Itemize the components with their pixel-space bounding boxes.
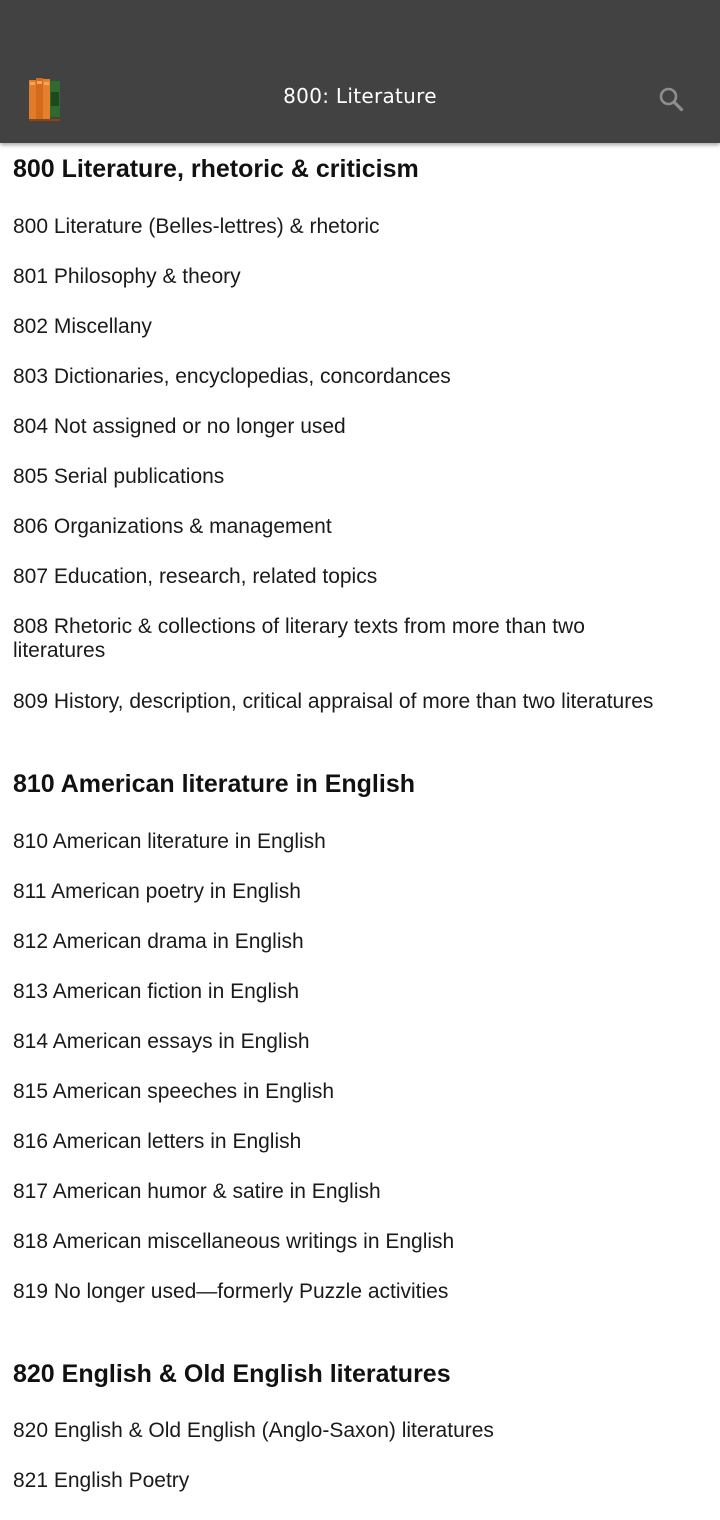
section-heading: 800 Literature, rhetoric & criticism <box>13 155 419 183</box>
list-item[interactable]: 821 English Poetry <box>13 1469 190 1492</box>
search-button[interactable] <box>654 82 688 116</box>
section-heading: 820 English & Old English literatures <box>13 1360 451 1388</box>
list-item[interactable]: 801 Philosophy & theory <box>13 265 241 288</box>
list-item[interactable]: 814 American essays in English <box>13 1030 310 1053</box>
list-item[interactable]: 811 American poetry in English <box>13 880 301 903</box>
list-item[interactable]: 808 Rhetoric & collections of literary texts from more than two literatures <box>13 615 585 662</box>
list-item[interactable]: 802 Miscellany <box>13 315 152 338</box>
section-heading: 810 American literature in English <box>13 770 415 798</box>
list-item[interactable]: 809 History, description, critical appraisal of more than two literatures <box>13 690 654 713</box>
list-item[interactable]: 810 American literature in English <box>13 830 326 853</box>
list-item[interactable]: 820 English & Old English (Anglo-Saxon) literatures <box>13 1419 494 1442</box>
list-item[interactable]: 804 Not assigned or no longer used <box>13 415 346 438</box>
list-item[interactable]: 813 American fiction in English <box>13 980 299 1003</box>
list-item[interactable]: 817 American humor & satire in English <box>13 1180 381 1203</box>
list-item[interactable]: 806 Organizations & management <box>13 515 332 538</box>
list-item[interactable]: 816 American letters in English <box>13 1130 302 1153</box>
list-item[interactable]: 807 Education, research, related topics <box>13 565 378 588</box>
page-title: 800: Literature <box>283 84 437 108</box>
list-item[interactable]: 805 Serial publications <box>13 465 225 488</box>
app-bar <box>0 0 720 143</box>
category-list <box>0 143 720 1520</box>
list-item[interactable]: 800 Literature (Belles-lettres) & rhetoric <box>13 215 380 238</box>
search-icon <box>658 86 684 112</box>
list-item[interactable]: 818 American miscellaneous writings in English <box>13 1230 455 1253</box>
list-item[interactable]: 803 Dictionaries, encyclopedias, concordances <box>13 365 451 388</box>
list-item[interactable]: 819 No longer used—formerly Puzzle activities <box>13 1280 449 1303</box>
list-item[interactable]: 815 American speeches in English <box>13 1080 335 1103</box>
list-item[interactable]: 812 American drama in English <box>13 930 304 953</box>
